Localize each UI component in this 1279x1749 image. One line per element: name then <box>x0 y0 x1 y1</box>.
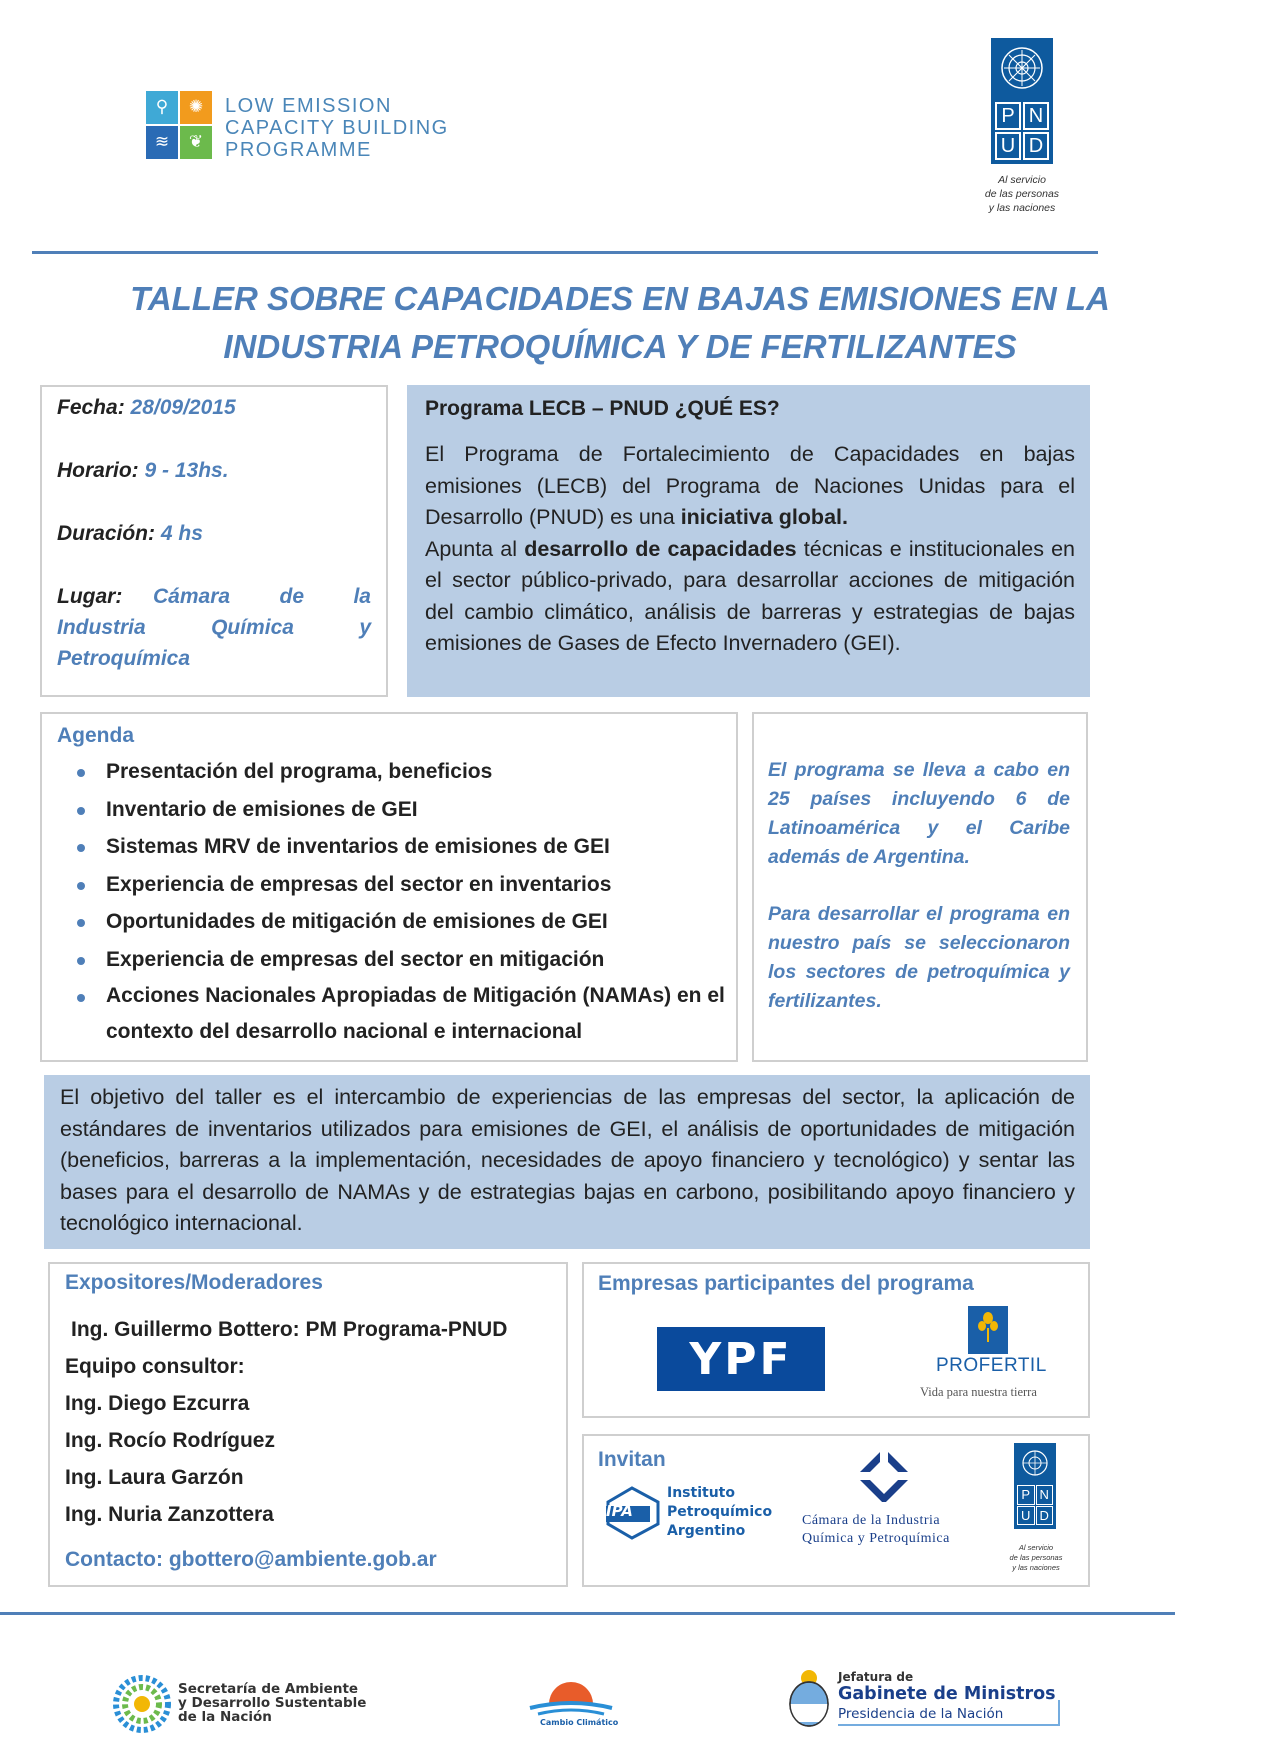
secretaria-ambiente-text <box>178 1682 366 1724</box>
tagline-line: Al servicio <box>1018 1543 1054 1552</box>
lugar-row <box>57 585 371 609</box>
duracion-label: Duración: <box>57 522 156 545</box>
agenda-list <box>72 753 732 1050</box>
horario-label: Horario: <box>57 459 139 482</box>
profertil-tagline: Vida para nuestra tierra <box>920 1385 1037 1399</box>
lugar-label: Lugar: <box>57 585 123 608</box>
inviters-title: Invitan <box>598 1448 666 1471</box>
contact-email[interactable]: Contacto: gbottero@ambiente.gob.ar <box>65 1548 437 1571</box>
ipa-line: Petroquímico <box>667 1504 773 1520</box>
secretaria-line: Secretaría de Ambiente <box>178 1681 359 1697</box>
secretaria-line: de la Nación <box>178 1709 272 1725</box>
lugar-value: Petroquímica <box>57 647 191 670</box>
leaf-icon: ❦ <box>180 126 212 159</box>
header-divider <box>32 251 1098 254</box>
lecb-line: LOW EMISSION <box>225 95 392 117</box>
title-line: TALLER SOBRE CAPACIDADES EN BAJAS EMISIONES EN LA <box>130 280 1110 317</box>
team-member: Ing. Laura Garzón <box>65 1466 244 1489</box>
lugar-value: Industria Química y <box>57 616 371 639</box>
waves-icon: ≋ <box>146 126 178 159</box>
escudo-nacional-icon <box>786 1668 832 1730</box>
ipa-line: Instituto <box>667 1485 735 1501</box>
lugar-value: Cámara de la <box>153 585 371 608</box>
jefatura-subtitle: Presidencia de la Nación <box>838 1706 1004 1722</box>
team-member: Ing. Rocío Rodríguez <box>65 1429 275 1452</box>
program-description <box>425 439 1075 660</box>
horario-row <box>57 459 229 483</box>
agenda-item: Presentación del programa, beneficios <box>72 753 732 791</box>
objective-text: El objetivo del taller es el intercambio de experiencias de las empresas del sector, la aplicación de estándares de inventarios utilizados para emisiones de GEI, el análisis de oportunidades de mitigación (beneficios, barreras a la implementación, necesidades de apoyo financiero y tecnológico) y sentar las bases para el desarrollo de NAMAs y de estrategias bajas en carbono, posibilitando apoyo financiero y tecnológico internacional. <box>60 1085 1075 1235</box>
team-label: Equipo consultor: <box>65 1355 245 1378</box>
pnud-small-logo <box>1014 1443 1056 1529</box>
tagline-line: Al servicio <box>998 174 1046 186</box>
profertil-logo-text: PROFERTIL <box>936 1355 1047 1376</box>
wheat-icon <box>968 1306 1008 1354</box>
program-text: Apunta al <box>425 536 525 561</box>
duracion-value: 4 hs <box>160 522 203 545</box>
tagline-line: y las naciones <box>1012 1563 1060 1572</box>
program-scope-text: El programa se lleva a cabo en 25 países incluyendo 6 de Latinoamérica y el Caribe además de Argentina. <box>768 759 1070 868</box>
program-heading: Programa LECB – PNUD ¿QUÉ ES? <box>425 397 780 420</box>
tagline-line: de las personas <box>984 188 1060 200</box>
agenda-item: Experiencia de empresas del sector en mitigación <box>72 941 732 979</box>
tagline-line: y las naciones <box>988 202 1056 214</box>
agenda-item: Acciones Nacionales Apropiadas de Mitigación (NAMAs) en el contexto del desarrollo nacional e internacional <box>72 978 732 1050</box>
ciqp-logo-text <box>802 1512 950 1548</box>
program-emphasis: desarrollo de capacidades <box>524 536 797 561</box>
footer-divider <box>0 1612 1175 1615</box>
page-title <box>40 275 1200 371</box>
ciqp-logo-icon <box>858 1450 910 1502</box>
pnud-tagline <box>974 173 1070 215</box>
team-member: Ing. Diego Ezcurra <box>65 1392 250 1415</box>
ciqp-line: Cámara de la Industria <box>802 1513 941 1528</box>
fecha-value: 28/09/2015 <box>130 396 236 419</box>
pnud-letter: N <box>1036 1485 1054 1505</box>
agenda-item: Sistemas MRV de inventarios de emisiones de GEI <box>72 828 732 866</box>
program-text: El Programa de Fortalecimiento de Capacidades en bajas emisiones (LECB) del Programa de Naciones Unidas para el Desarrollo (PNUD) es una <box>425 442 1075 529</box>
ipa-logo-text <box>667 1484 772 1541</box>
ypf-logo-text: YPF <box>689 1333 793 1385</box>
speakers-box <box>48 1262 568 1587</box>
pnud-letter: P <box>1017 1485 1035 1505</box>
jefatura-bracket <box>1058 1700 1060 1726</box>
program-emphasis: iniciativa global. <box>680 505 848 529</box>
horario-value: 9 - 13hs. <box>144 459 229 482</box>
team-member: Ing. Nuria Zanzottera <box>65 1503 274 1526</box>
program-scope-text: Para desarrollar el programa en nuestro país se seleccionaron los sectores de petroquímica y fertilizantes. <box>768 903 1070 1012</box>
pnud-letters <box>995 102 1049 160</box>
pnud-letter: D <box>1036 1506 1054 1526</box>
wind-turbine-icon: ⚲ <box>146 91 178 124</box>
pnud-letter: U <box>1017 1506 1035 1526</box>
un-emblem-icon <box>998 44 1046 92</box>
speaker-lead: Ing. Guillermo Bottero: PM Programa-PNUD <box>71 1318 508 1341</box>
pnud-letter: N <box>1023 102 1049 130</box>
pnud-letters <box>1017 1485 1053 1525</box>
ciqp-line: Química y Petroquímica <box>802 1531 950 1546</box>
jefatura-small: Jefatura de <box>838 1670 914 1684</box>
lecb-logo <box>146 91 212 159</box>
jefatura-title: Gabinete de Ministros <box>838 1684 1056 1704</box>
pnud-letter: U <box>995 132 1021 160</box>
agenda-item: Inventario de emisiones de GEI <box>72 791 732 829</box>
ipa-acronym: IPA <box>606 1502 633 1520</box>
companies-title: Empresas participantes del programa <box>598 1272 974 1295</box>
jefatura-underline <box>838 1724 1060 1726</box>
agenda-title: Agenda <box>57 724 135 747</box>
agenda-item: Experiencia de empresas del sector en inventarios <box>72 866 732 904</box>
pnud-letter: P <box>995 102 1021 130</box>
ipa-line: Argentino <box>667 1523 746 1539</box>
pnud-letter: D <box>1023 132 1049 160</box>
un-emblem-icon <box>1020 1448 1050 1478</box>
duracion-row <box>57 522 203 546</box>
title-line: INDUSTRIA PETROQUÍMICA Y DE FERTILIZANTES <box>223 328 1017 365</box>
lecb-line: PROGRAMME <box>225 139 372 161</box>
lecb-logo-text <box>225 95 449 161</box>
fecha-label: Fecha: <box>57 396 125 419</box>
sun-icon: ✺ <box>180 91 212 124</box>
agenda-item: Oportunidades de mitigación de emisiones de GEI <box>72 903 732 941</box>
secretaria-ambiente-logo-icon <box>112 1674 172 1734</box>
pnud-logo <box>991 38 1053 164</box>
speakers-title: Expositores/Moderadores <box>65 1271 323 1294</box>
pnud-small-tagline <box>1001 1543 1071 1573</box>
secretaria-line: y Desarrollo Sustentable <box>178 1695 367 1711</box>
lecb-line: CAPACITY BUILDING <box>225 117 449 139</box>
program-text: técnicas e institucionales en el sector público-privado, para desarrollar acciones de mitigación del cambio climático, análisis de barreras y estrategias de bajas emisiones de Gases de Efecto Invernadero (GEI). <box>425 536 1076 655</box>
fecha-row <box>57 396 236 420</box>
tagline-line: de las personas <box>1009 1553 1063 1562</box>
cambio-climatico-text: Cambio Climático <box>540 1718 619 1727</box>
ypf-logo <box>657 1327 825 1391</box>
